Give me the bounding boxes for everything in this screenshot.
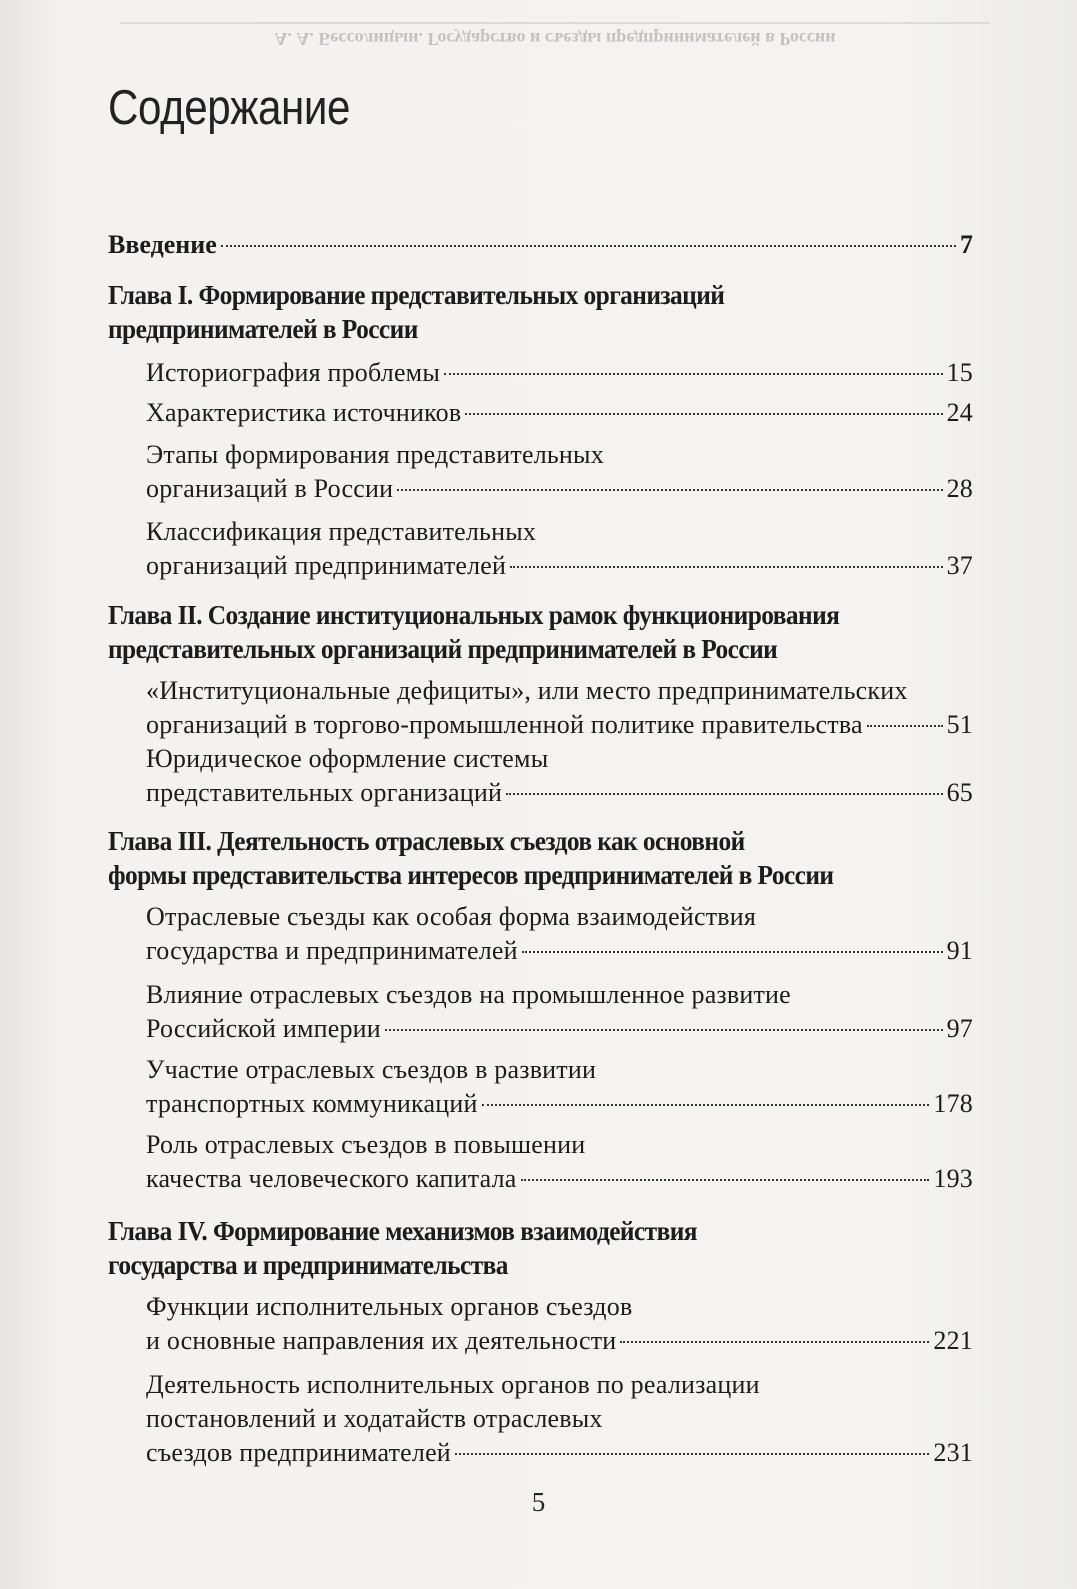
dot-leader — [221, 245, 956, 247]
toc-section[interactable] — [146, 515, 973, 583]
toc-section[interactable] — [146, 742, 973, 810]
toc-page-number: 7 — [960, 230, 973, 259]
toc-page-number: 193 — [933, 1164, 973, 1193]
toc-section-title: «Институциональные дефициты», или место предпринимательских — [146, 676, 908, 705]
toc-chapter-2[interactable] — [108, 598, 973, 666]
toc-section-title: Классификация представительных — [146, 517, 537, 546]
dot-leader — [397, 489, 942, 491]
toc-page-number: 91 — [946, 936, 973, 965]
toc-section-title: качества человеческого капитала — [146, 1164, 517, 1193]
toc-entry-intro[interactable] — [108, 228, 973, 262]
toc-page-number: 178 — [933, 1089, 973, 1118]
toc-page-number: 65 — [946, 778, 973, 807]
toc-section-title: государства и предпринимателей — [146, 936, 518, 965]
toc-section-title: Этапы формирования представительных — [146, 440, 604, 469]
chapter-heading-line: государства и предпринимательства — [108, 1250, 508, 1280]
dot-leader — [444, 373, 943, 375]
toc-section[interactable] — [146, 900, 973, 968]
chapter-heading-line: представительных организаций предпринимателей в России — [108, 634, 778, 664]
toc-section-title: организаций предпринимателей — [146, 551, 507, 580]
toc-section-title: Функции исполнительных органов съездов — [146, 1292, 633, 1321]
toc-page-number: 97 — [946, 1014, 973, 1043]
dot-leader — [482, 1104, 930, 1106]
toc-section-title: постановлений и ходатайств отраслевых — [146, 1404, 603, 1433]
toc-section[interactable] — [146, 396, 973, 430]
toc-page-number: 28 — [946, 474, 973, 503]
toc-section[interactable] — [146, 1290, 973, 1358]
dot-leader — [506, 793, 943, 795]
toc-page-number: 15 — [946, 358, 973, 387]
toc-section[interactable] — [146, 674, 973, 742]
toc-page-number: 231 — [933, 1438, 973, 1467]
toc-section-title: Участие отраслевых съездов в развитии — [146, 1055, 597, 1084]
toc-section-title: Историография проблемы — [146, 358, 441, 387]
toc-section-title: транспортных коммуникаций — [146, 1089, 478, 1118]
dot-leader — [522, 951, 943, 953]
toc-section[interactable] — [146, 438, 973, 506]
toc-section[interactable] — [146, 978, 973, 1046]
chapter-heading-line: Глава III. Деятельность отраслевых съездов как основной — [108, 826, 745, 856]
toc-section-title: организаций в России — [146, 474, 394, 503]
toc-section[interactable] — [146, 1128, 973, 1196]
toc-section-title: Характеристика источников — [146, 398, 462, 427]
toc-section-title: Роль отраслевых съездов в повышении — [146, 1130, 586, 1159]
toc-section[interactable] — [146, 356, 973, 390]
toc-section-title: Деятельность исполнительных органов по реализации — [146, 1370, 760, 1399]
toc-page-number: 24 — [946, 398, 973, 427]
toc-chapter-3[interactable] — [108, 824, 973, 892]
toc-section-title: Отраслевые съезды как особая форма взаимодействия — [146, 902, 757, 931]
toc-page-number: 37 — [946, 551, 973, 580]
chapter-heading-line: формы представительства интересов предпринимателей в России — [108, 860, 834, 890]
dot-leader — [455, 1453, 929, 1455]
toc-section-title: Юридическое оформление системы — [146, 744, 549, 773]
chapter-heading-line: Глава I. Формирование представительных организаций — [108, 280, 725, 310]
dot-leader — [465, 413, 942, 415]
toc-section-title: съездов предпринимателей — [146, 1438, 451, 1467]
dot-leader — [521, 1179, 930, 1181]
toc-section[interactable] — [146, 1368, 973, 1470]
page-number: 5 — [531, 1487, 546, 1517]
dot-leader — [620, 1341, 929, 1343]
toc-chapter-1[interactable] — [108, 278, 973, 346]
toc-page-number: 221 — [933, 1326, 973, 1355]
chapter-heading-line: Глава IV. Формирование механизмов взаимодействия — [108, 1216, 697, 1246]
bleed-through-running-header: А. А. Бессолицын. Государство и съезды предпринимателей в России — [120, 22, 990, 54]
dot-leader — [867, 725, 943, 727]
toc-section-title: и основные направления их деятельности — [146, 1326, 617, 1355]
toc-section-title: Российской империи — [146, 1014, 381, 1043]
toc-entry-label: Введение — [108, 230, 217, 259]
toc-section-title: Влияние отраслевых съездов на промышленное развитие — [146, 980, 791, 1009]
chapter-heading-line: предпринимателей в России — [108, 314, 418, 344]
toc-section-title: организаций в торгово-промышленной политике правительства — [146, 710, 863, 739]
chapter-heading-line: Глава II. Создание институциональных рамок функционирования — [108, 600, 840, 630]
toc-page-number: 51 — [946, 710, 973, 739]
toc-section[interactable] — [146, 1053, 973, 1121]
toc-chapter-4[interactable] — [108, 1214, 973, 1282]
dot-leader — [385, 1029, 943, 1031]
toc-section-title: представительных организаций — [146, 778, 503, 807]
page-title: Содержание — [108, 81, 350, 135]
dot-leader — [510, 566, 942, 568]
